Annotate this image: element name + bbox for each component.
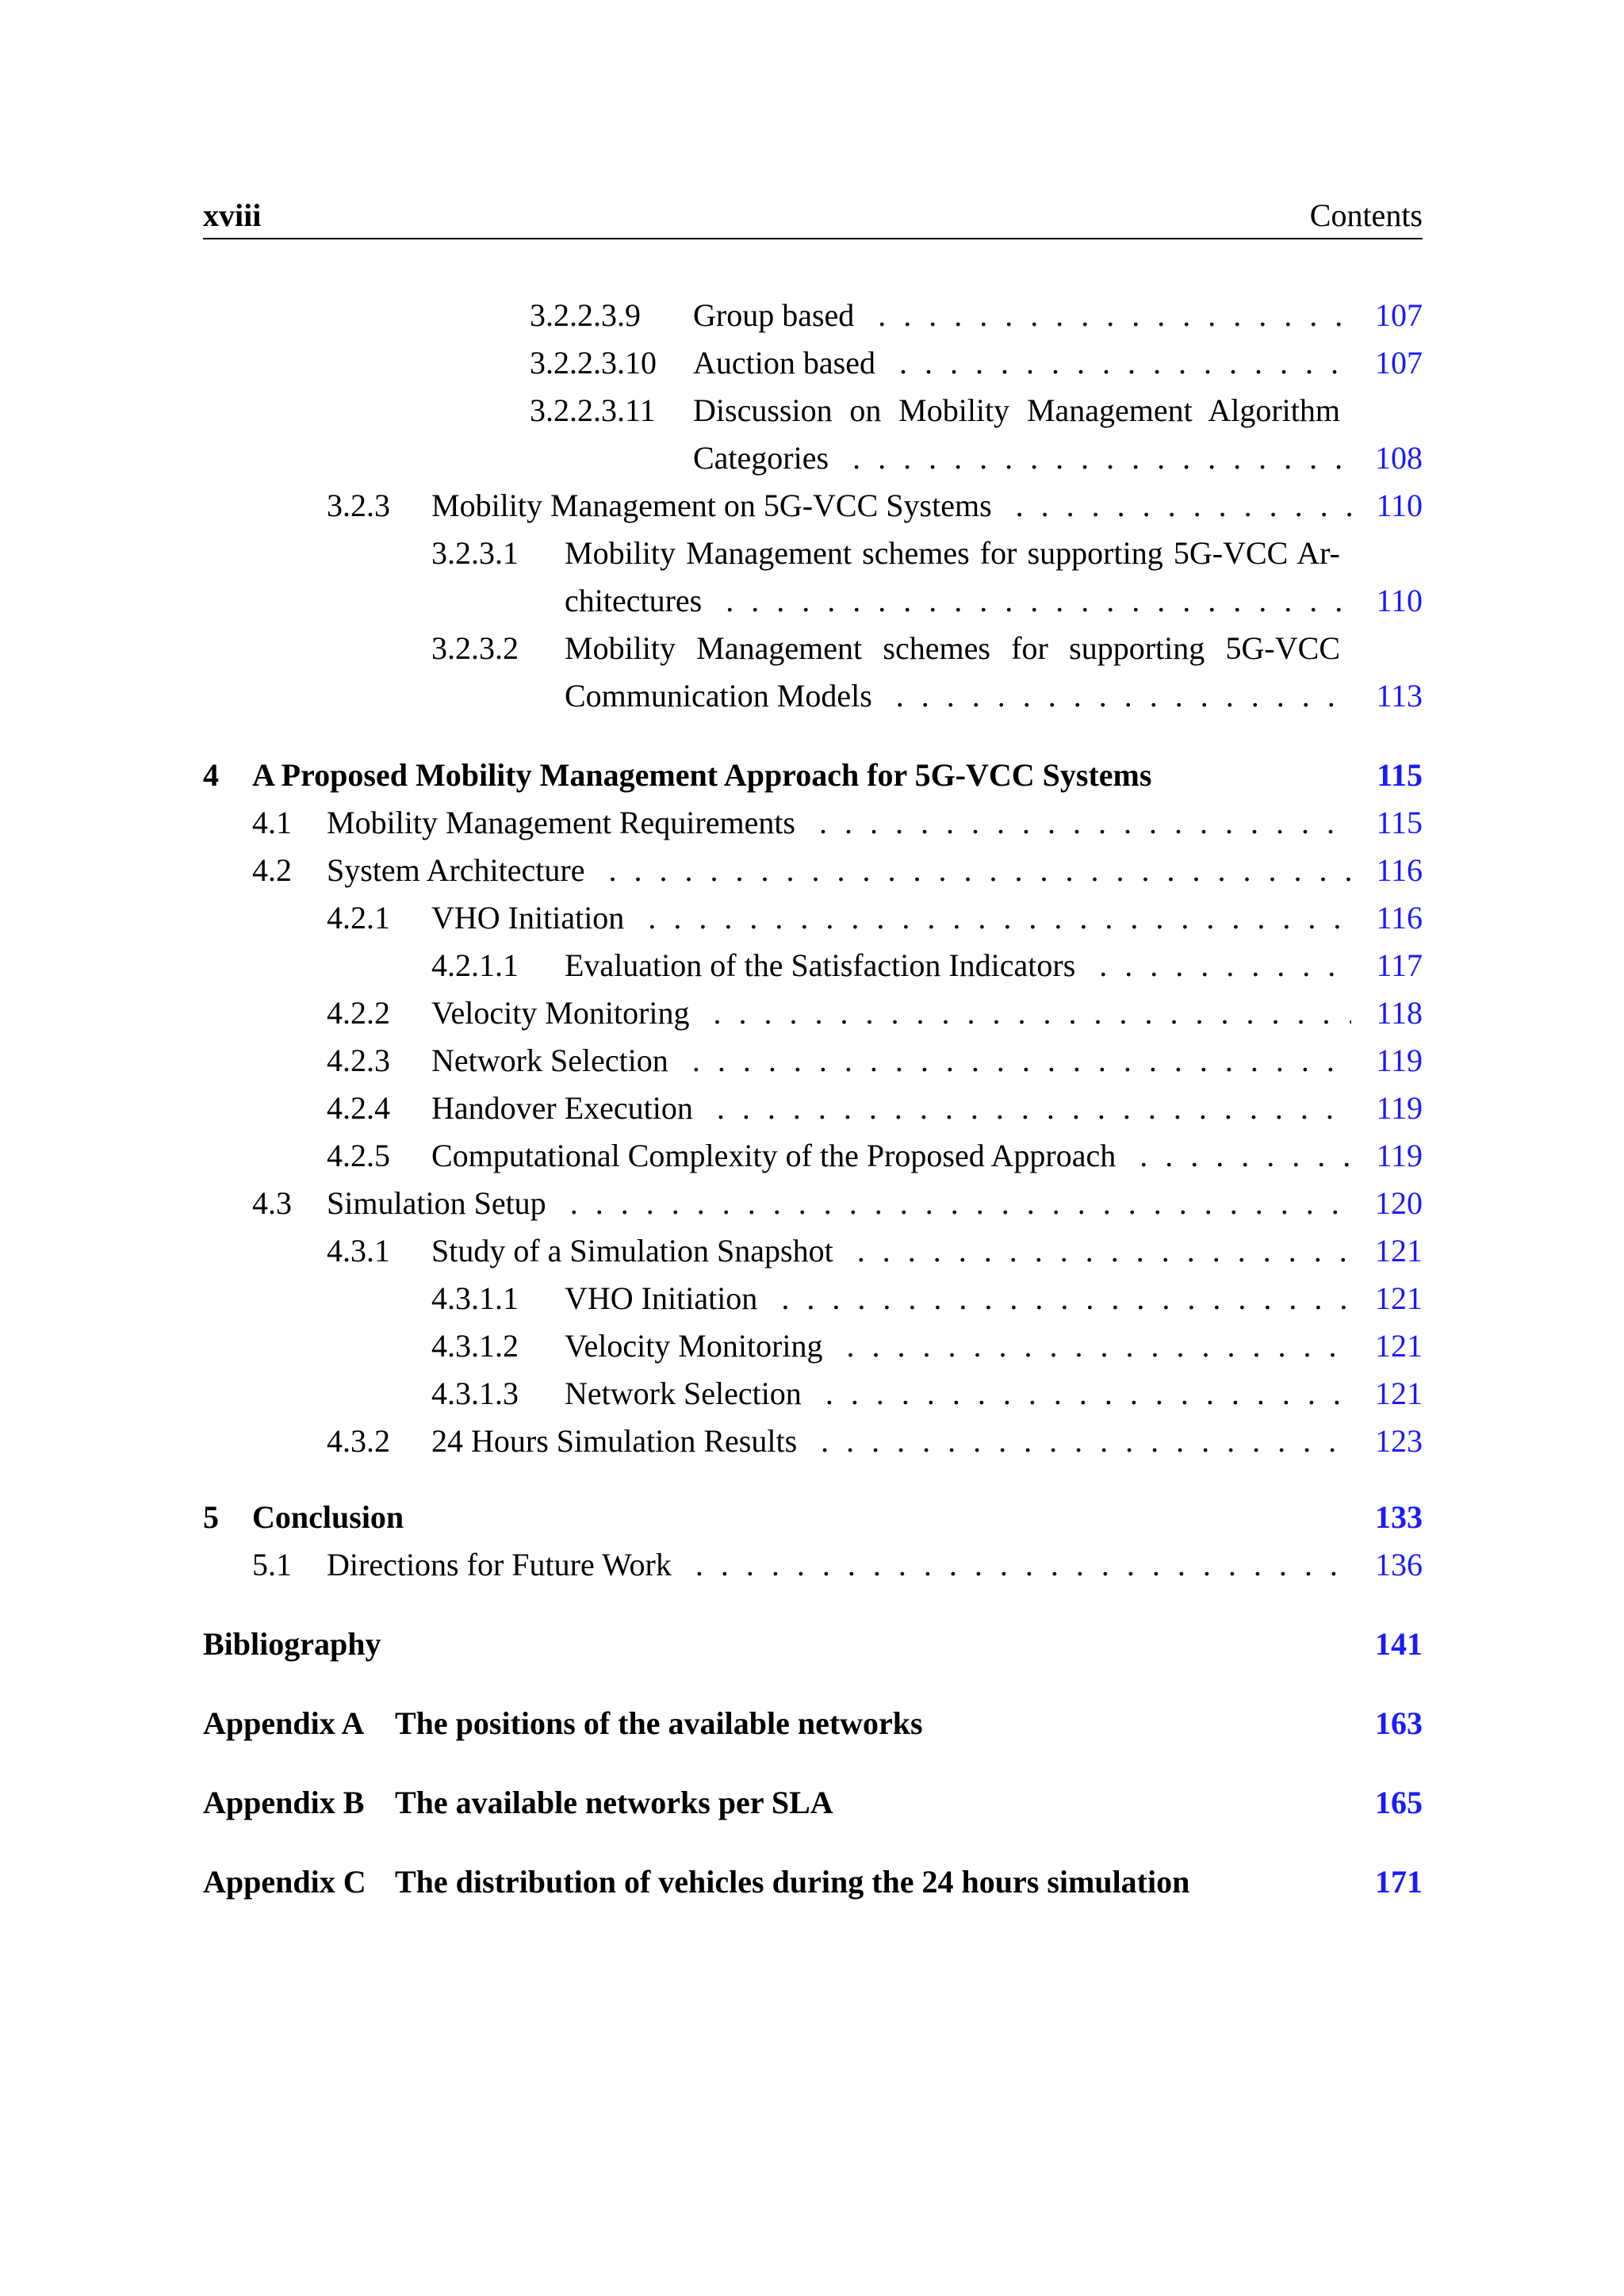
- toc-entry[interactable]: [327, 485, 1423, 526]
- toc-appendix-entry[interactable]: [203, 1703, 1423, 1744]
- toc-page-link[interactable]: 120: [1375, 1185, 1423, 1221]
- toc-page-link[interactable]: 171: [1375, 1864, 1423, 1900]
- toc-number: 4.3.1.1: [431, 1280, 519, 1316]
- toc-entry-continued[interactable]: [431, 675, 1423, 717]
- toc-entry[interactable]: [530, 295, 1423, 336]
- toc-title: 24 Hours Simulation Results . . .: [431, 1421, 1351, 1462]
- toc-page-link[interactable]: 121: [1375, 1233, 1423, 1269]
- toc-chapter-entry[interactable]: [203, 1497, 1423, 1538]
- toc-entry-continued[interactable]: [431, 580, 1423, 622]
- toc-entry[interactable]: [327, 897, 1423, 939]
- toc-page-link[interactable]: 163: [1375, 1705, 1423, 1741]
- toc-title: Mobility Management schemes for supporting 5G-VCC Ar-: [565, 535, 1340, 571]
- toc-page-link[interactable]: 136: [1375, 1547, 1423, 1582]
- toc-number: 4.3: [252, 1185, 292, 1221]
- toc-page-link[interactable]: 110: [1376, 488, 1423, 523]
- toc-page-link[interactable]: 117: [1376, 947, 1423, 983]
- toc-page-link[interactable]: 121: [1375, 1376, 1423, 1411]
- toc-chapter-number: 4: [203, 757, 219, 793]
- toc-entry[interactable]: [431, 628, 1423, 669]
- toc-title: Network Selection . . .: [431, 1040, 1351, 1081]
- toc-entry[interactable]: [327, 1088, 1423, 1129]
- toc-page-link[interactable]: 121: [1375, 1328, 1423, 1364]
- toc-title: Discussion on Mobility Management Algorithm: [693, 392, 1340, 428]
- toc-page-link[interactable]: 119: [1376, 1043, 1423, 1078]
- toc-number: 4.2.2: [327, 995, 390, 1031]
- toc-entry[interactable]: [431, 1278, 1423, 1319]
- toc-page-link[interactable]: 110: [1376, 583, 1423, 618]
- page-number-roman: xviii: [203, 197, 262, 233]
- toc-number: 3.2.3.2: [431, 630, 519, 666]
- toc-appendix-label: Appendix A: [203, 1705, 365, 1741]
- toc-page-link[interactable]: 121: [1375, 1280, 1423, 1316]
- toc-page-link[interactable]: 165: [1375, 1785, 1423, 1820]
- toc-title: Mobility Management on 5G-VCC Systems . . .: [431, 485, 1351, 526]
- toc-page-link[interactable]: 115: [1376, 805, 1423, 840]
- toc-number: 3.2.3: [327, 488, 390, 523]
- toc-appendix-title: The distribution of vehicles during the 24 hours simulation: [395, 1864, 1190, 1900]
- toc-appendix-entry[interactable]: [203, 1782, 1423, 1823]
- toc-page-link[interactable]: 119: [1376, 1138, 1423, 1173]
- toc-page-link[interactable]: 108: [1375, 440, 1423, 476]
- toc-entry[interactable]: [327, 993, 1423, 1034]
- toc-appendix-label: Appendix C: [203, 1864, 366, 1900]
- toc-chapter-entry[interactable]: [203, 1624, 1423, 1665]
- toc-chapter-title: Conclusion: [252, 1499, 404, 1535]
- toc-title: Network Selection . . .: [565, 1373, 1351, 1414]
- toc-entry[interactable]: [431, 945, 1423, 986]
- toc-appendix-title: The positions of the available networks: [395, 1705, 923, 1741]
- toc-number: 3.2.2.3.9: [530, 297, 641, 333]
- toc-entry[interactable]: [431, 1326, 1423, 1367]
- toc-title-continued: chitectures . . .: [565, 580, 1351, 622]
- toc-title: VHO Initiation . . .: [565, 1278, 1351, 1319]
- toc-page-link[interactable]: 116: [1376, 900, 1423, 936]
- toc-number: 4.2.1: [327, 900, 390, 936]
- toc-chapter-title: Bibliography: [203, 1626, 381, 1662]
- toc-appendix-entry[interactable]: [203, 1862, 1423, 1903]
- toc-page-link[interactable]: 133: [1375, 1499, 1423, 1535]
- toc-title: Group based . . .: [693, 295, 1351, 336]
- toc-entry[interactable]: [252, 850, 1423, 891]
- toc-title: VHO Initiation . . .: [431, 897, 1351, 939]
- toc-title: Directions for Future Work . . .: [327, 1544, 1351, 1586]
- toc-title: Velocity Monitoring . . .: [565, 1326, 1351, 1367]
- toc-number: 3.2.2.3.10: [530, 345, 657, 381]
- toc-chapter-title: A Proposed Mobility Management Approach for 5G-VCC Systems: [252, 757, 1152, 793]
- toc-number: 5.1: [252, 1547, 292, 1582]
- toc-number: 4.2: [252, 852, 292, 888]
- toc-entry[interactable]: [431, 1373, 1423, 1414]
- toc-number: 4.2.5: [327, 1138, 390, 1173]
- toc-page-link[interactable]: 107: [1375, 345, 1423, 381]
- toc-page-link[interactable]: 116: [1376, 852, 1423, 888]
- toc-title: Computational Complexity of the Proposed Approach . . .: [431, 1135, 1351, 1177]
- toc-number: 3.2.2.3.11: [530, 392, 656, 428]
- toc-chapter-entry[interactable]: [203, 755, 1423, 796]
- toc-number: 3.2.3.1: [431, 535, 519, 571]
- toc-title-continued: Categories . . .: [693, 438, 1351, 479]
- toc-title: System Architecture . . .: [327, 850, 1351, 891]
- toc-title: Mobility Management Requirements . . .: [327, 802, 1351, 844]
- toc-entry-continued[interactable]: [530, 438, 1423, 479]
- toc-page-link[interactable]: 118: [1376, 995, 1423, 1031]
- toc-number: 4.2.4: [327, 1090, 390, 1126]
- toc-chapter-number: 5: [203, 1499, 219, 1535]
- toc-page-link[interactable]: 107: [1375, 297, 1423, 333]
- toc-number: 4.2.1.1: [431, 947, 519, 983]
- running-head: Contents: [1309, 197, 1423, 233]
- toc-page-link[interactable]: 123: [1375, 1423, 1423, 1459]
- toc-appendix-label: Appendix B: [203, 1785, 365, 1820]
- toc-title: Study of a Simulation Snapshot . . .: [431, 1230, 1351, 1272]
- toc-entry[interactable]: [252, 1544, 1423, 1586]
- toc-number: 4.3.1: [327, 1233, 390, 1269]
- toc-number: 4.3.1.2: [431, 1328, 519, 1364]
- toc-page-link[interactable]: 113: [1376, 678, 1423, 714]
- toc-title: Mobility Management schemes for supporting 5G-VCC: [565, 630, 1340, 666]
- toc-title: Auction based . . .: [693, 342, 1351, 384]
- toc-title-continued: Communication Models . . .: [565, 675, 1351, 717]
- toc-page-link[interactable]: 119: [1376, 1090, 1423, 1126]
- toc-title: Velocity Monitoring . . .: [431, 993, 1351, 1034]
- toc-appendix-title: The available networks per SLA: [395, 1785, 833, 1820]
- toc-entry[interactable]: [530, 390, 1423, 431]
- toc-number: 4.3.1.3: [431, 1376, 519, 1411]
- toc-entry[interactable]: [252, 1183, 1423, 1224]
- toc-page-link[interactable]: 115: [1377, 757, 1423, 793]
- toc-entry[interactable]: [327, 1230, 1423, 1272]
- toc-entry[interactable]: [327, 1135, 1423, 1177]
- toc-title: Evaluation of the Satisfaction Indicators . . .: [565, 945, 1351, 986]
- toc-entry[interactable]: [431, 533, 1423, 574]
- toc-entry[interactable]: [252, 802, 1423, 844]
- toc-page-link[interactable]: 141: [1375, 1626, 1423, 1662]
- toc-entry[interactable]: [327, 1040, 1423, 1081]
- toc-entry[interactable]: [530, 342, 1423, 384]
- toc-number: 4.2.3: [327, 1043, 390, 1078]
- toc-title: Handover Execution . . .: [431, 1088, 1351, 1129]
- toc-number: 4.1: [252, 805, 292, 840]
- toc-number: 4.3.2: [327, 1423, 390, 1459]
- toc-entry[interactable]: [327, 1421, 1423, 1462]
- toc-title: Simulation Setup . . .: [327, 1183, 1351, 1224]
